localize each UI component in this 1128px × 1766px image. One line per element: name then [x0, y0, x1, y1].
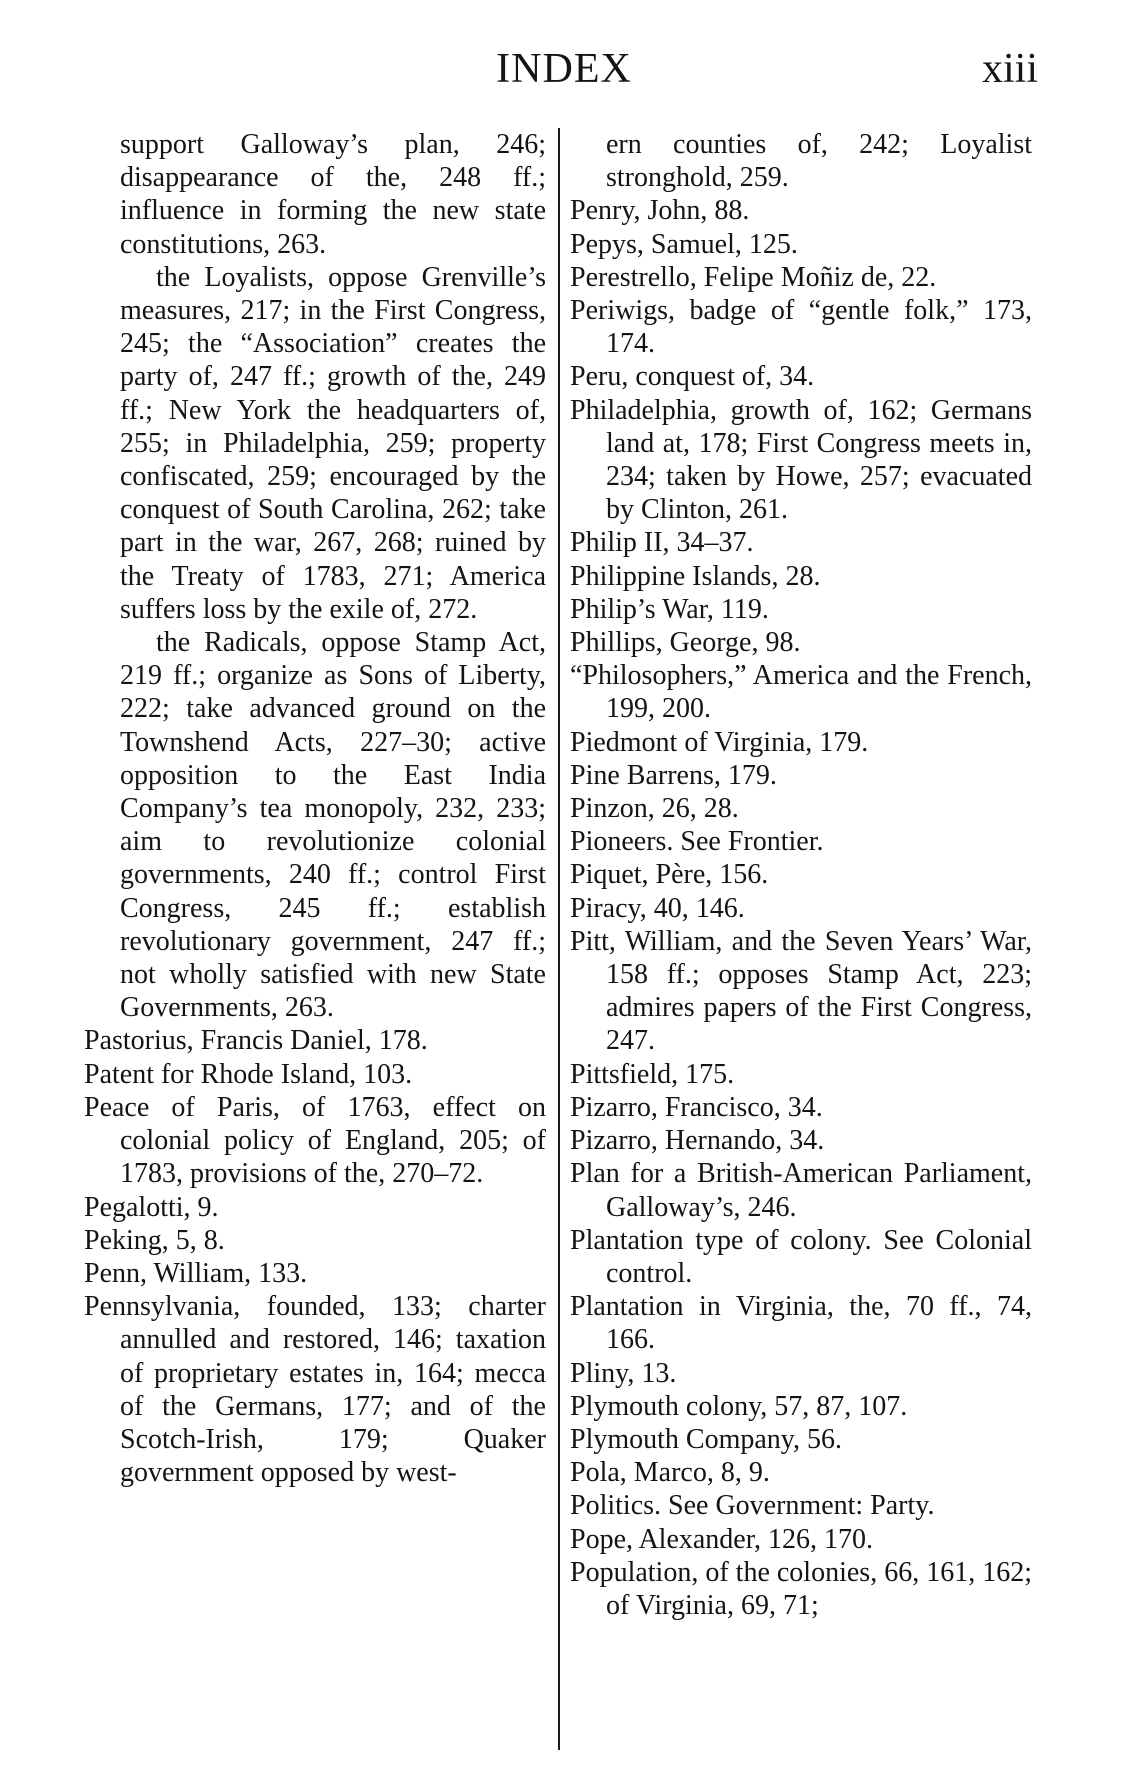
index-entry: Peking, 5, 8.	[84, 1224, 225, 1256]
index-entry: Pizarro, Francisco, 34.	[570, 1091, 823, 1123]
index-entry: Periwigs, badge of “gentle folk,” 173, 174.	[570, 295, 1032, 360]
index-column-right	[570, 128, 1032, 1622]
index-entry: Piracy, 40, 146.	[570, 892, 745, 924]
index-entry: “Philosophers,” America and the French, 199, 200.	[570, 660, 1032, 725]
index-entry: Philadelphia, growth of, 162; Germans land at, 178; First Congress meets in, 234; taken by Howe, 257; evacuated by Clinton, 261.	[570, 394, 1032, 526]
index-entry-continuation: support Galloway’s plan, 246; disappearance of the, 248 ff.; influence in forming the new state constitutions, 263.	[120, 129, 546, 260]
index-entry: Pope, Alexander, 126, 170.	[570, 1523, 873, 1555]
index-entry: Pepys, Samuel, 125.	[570, 228, 798, 260]
index-entry: Pegalotti, 9.	[84, 1191, 219, 1223]
index-entry: Pennsylvania, founded, 133; charter annulled and restored, 146; taxation of proprietary estates in, 164; mecca of the Germans, 177; and of the Scotch-Irish, 179; Quaker government opposed by west-	[84, 1291, 546, 1489]
index-entry: Pine Barrens, 179.	[570, 759, 777, 791]
index-entry: Population, of the colonies, 66, 161, 162; of Virginia, 69, 71;	[570, 1556, 1032, 1621]
index-entry: Patent for Rhode Island, 103.	[84, 1058, 413, 1090]
index-entry: Plantation in Virginia, the, 70 ff., 74, 166.	[570, 1291, 1032, 1356]
index-entry: Phillips, George, 98.	[570, 627, 801, 659]
running-head-title: INDEX	[496, 46, 632, 92]
index-entry: Philippine Islands, 28.	[570, 560, 821, 592]
index-entry-continuation: ern counties of, 242; Loyalist stronghold, 259.	[606, 129, 1032, 194]
index-subentry: the Loyalists, oppose Grenville’s measures, 217; in the First Congress, 245; the “Association” creates the party of, 247 ff.; growth of the, 249 ff.; New York the headquarters of, 255; in Philadelphia, 259; property confiscated, 259; encouraged by the conquest of South Carolina, 262; take part in the war, 267, 268; ruined by the Treaty of 1783, 271; America suffers loss by the exile of, 272.	[120, 261, 546, 625]
index-entry: Piedmont of Virginia, 179.	[570, 726, 869, 758]
index-entry: Piquet, Père, 156.	[570, 859, 769, 891]
index-entry: Plymouth colony, 57, 87, 107.	[570, 1390, 908, 1422]
index-entry: Plantation type of colony. See Colonial control.	[570, 1224, 1032, 1289]
index-entry: Politics. See Government: Party.	[570, 1490, 935, 1522]
index-entry: Perestrello, Felipe Moñiz de, 22.	[570, 261, 937, 293]
index-entry: Philip II, 34–37.	[570, 527, 754, 559]
index-entry: Penry, John, 88.	[570, 195, 750, 227]
index-column-left	[84, 128, 546, 1489]
column-divider	[558, 128, 560, 1750]
index-entry: Pliny, 13.	[570, 1357, 677, 1389]
page-number: xiii	[981, 46, 1038, 92]
index-entry: Penn, William, 133.	[84, 1257, 308, 1289]
index-entry: Plymouth Company, 56.	[570, 1423, 842, 1455]
index-entry: Pitt, William, and the Seven Years’ War, 158 ff.; opposes Stamp Act, 223; admires papers of the First Congress, 247.	[570, 925, 1032, 1057]
index-entry: Pittsfield, 175.	[570, 1058, 735, 1090]
index-entry: Pinzon, 26, 28.	[570, 793, 739, 825]
index-entry: Pioneers. See Frontier.	[570, 826, 824, 858]
index-entry: Peru, conquest of, 34.	[570, 361, 815, 393]
index-subentry: the Radicals, oppose Stamp Act, 219 ff.; organize as Sons of Liberty, 222; take advanced ground on the Townshend Acts, 227–30; active opposition to the East India Company’s tea monopoly, 232, 233; aim to revolutionize colonial governments, 240 ff.; control First Congress, 245 ff.; establish revolutionary government, 247 ff.; not wholly satisfied with new State Governments, 263.	[120, 627, 546, 1024]
index-entry: Pola, Marco, 8, 9.	[570, 1457, 770, 1489]
index-entry: Peace of Paris, of 1763, effect on colonial policy of England, 205; of 1783, provisions of the, 270–72.	[84, 1091, 546, 1190]
index-entry: Pizarro, Hernando, 34.	[570, 1125, 825, 1157]
index-entry: Philip’s War, 119.	[570, 593, 769, 625]
index-entry: Pastorius, Francis Daniel, 178.	[84, 1025, 428, 1057]
index-entry: Plan for a British-American Parliament, Galloway’s, 246.	[570, 1158, 1032, 1223]
